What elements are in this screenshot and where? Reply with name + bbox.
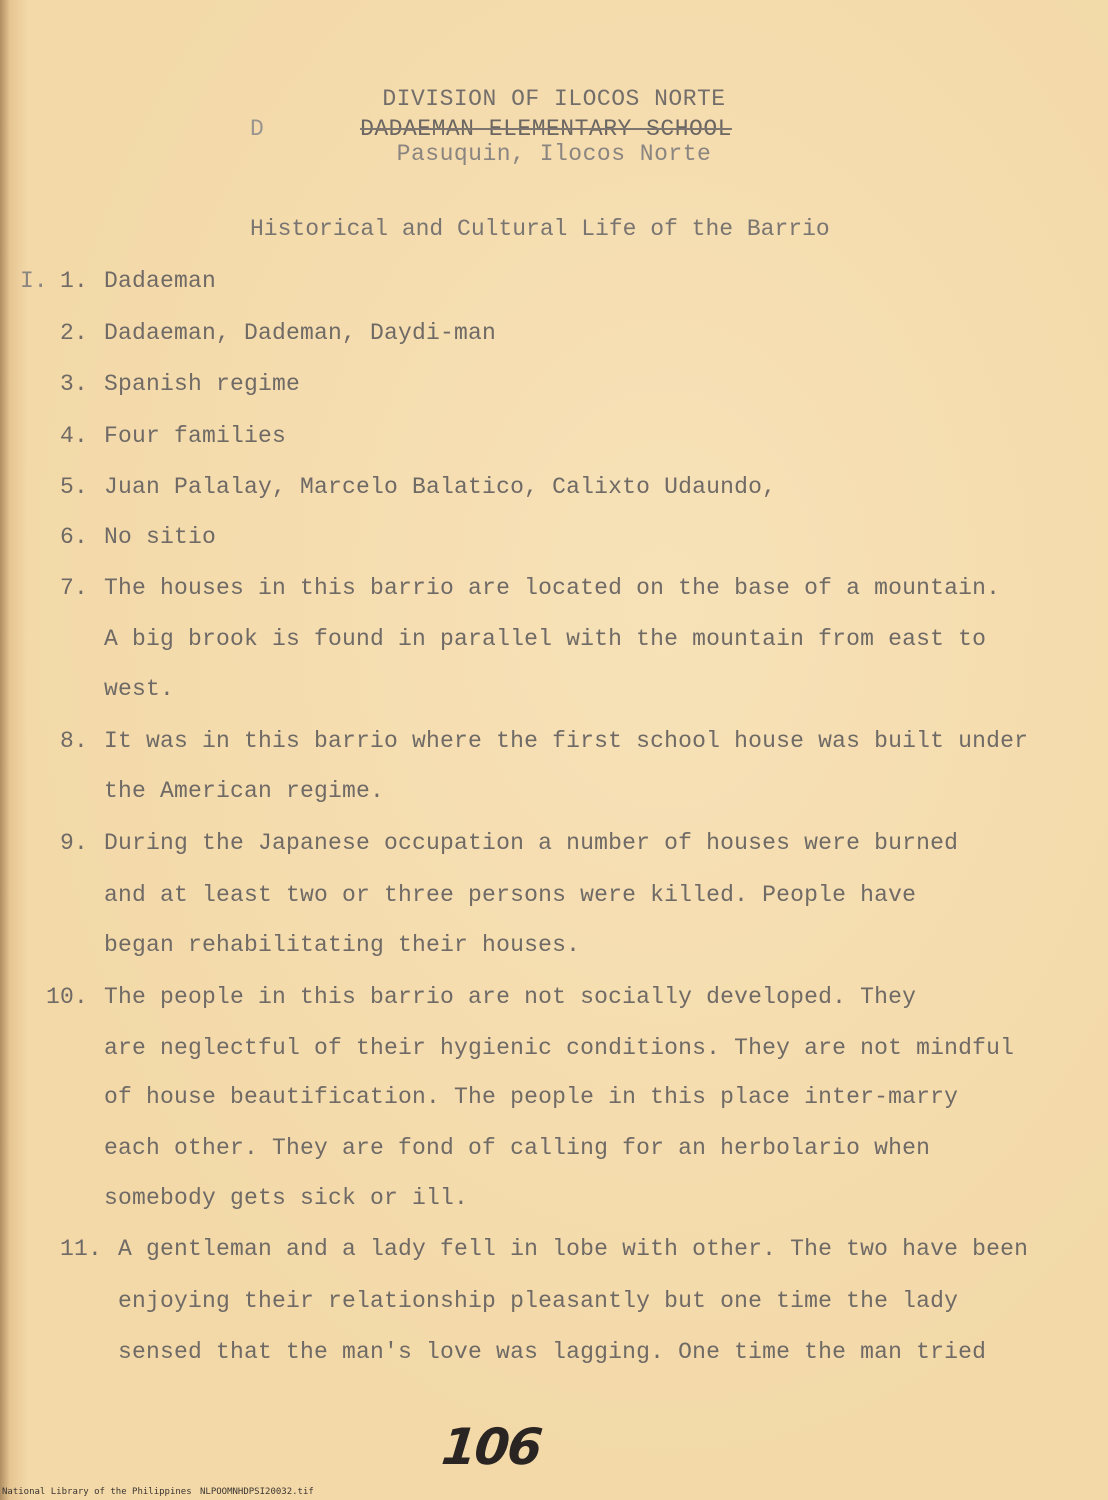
- division-heading: DIVISION OF ILOCOS NORTE: [382, 86, 726, 112]
- item-11-number: 11.: [60, 1236, 103, 1262]
- item-3-number: 3.: [60, 371, 89, 397]
- item-10-line-4: each other. They are fond of calling for an herbolario when: [104, 1135, 931, 1161]
- footer-library-credit: National Library of the Philippines: [2, 1487, 192, 1497]
- item-8-number: 8.: [60, 728, 89, 754]
- item-5-line-1: Juan Palalay, Marcelo Balatico, Calixto Udaundo,: [104, 474, 777, 500]
- item-9-line-1: During the Japanese occupation a number of houses were burned: [104, 830, 959, 856]
- item-10-line-1: The people in this barrio are not socially developed. They: [104, 984, 917, 1010]
- item-10-line-2: are neglectful of their hygienic conditions. They are not mindful: [104, 1035, 1015, 1061]
- school-heading: [0, 116, 1100, 142]
- item-8-line-2: the American regime.: [104, 778, 385, 804]
- item-6-line-1: No sitio: [104, 524, 217, 550]
- item-10-line-5: somebody gets sick or ill.: [104, 1185, 469, 1211]
- item-1-number: 1.: [60, 268, 89, 294]
- item-11-line-1: A gentleman and a lady fell in lobe with other. The two have been: [118, 1236, 1029, 1262]
- item-2-line-1: Dadaeman, Dademan, Daydi-man: [104, 320, 497, 346]
- document-title: Historical and Cultural Life of the Barrio: [250, 216, 830, 242]
- item-9-number: 9.: [60, 830, 89, 856]
- handwritten-page-number: 106: [438, 1418, 544, 1476]
- item-8-line-1: It was in this barrio where the first school house was built under: [104, 728, 1029, 754]
- school-heading-text: DADAEMAN ELEMENTARY SCHOOL: [360, 116, 732, 142]
- location-heading: Pasuquin, Ilocos Norte: [396, 141, 712, 167]
- item-11-line-3: sensed that the man's love was lagging. One time the man tried: [118, 1339, 987, 1365]
- item-10-line-3: of house beautification. The people in this place inter-marry: [104, 1084, 959, 1110]
- item-2-number: 2.: [60, 320, 89, 346]
- item-6-number: 6.: [60, 524, 89, 550]
- item-7-line-2: A big brook is found in parallel with the mountain from east to: [104, 626, 987, 652]
- item-3-line-1: Spanish regime: [104, 371, 301, 397]
- item-7-line-3: west.: [104, 676, 175, 702]
- school-heading-lead: D: [250, 116, 265, 142]
- item-10-number: 10.: [46, 984, 89, 1010]
- item-1-line-1: Dadaeman: [104, 268, 217, 294]
- item-7-number: 7.: [60, 575, 89, 601]
- footer-filename: NLPOOMNHDPSI20032.tif: [200, 1487, 314, 1497]
- item-9-line-3: began rehabilitating their houses.: [104, 932, 581, 958]
- item-9-line-2: and at least two or three persons were killed. People have: [104, 882, 917, 908]
- item-11-line-2: enjoying their relationship pleasantly but one time the lady: [118, 1288, 959, 1314]
- item-4-number: 4.: [60, 423, 89, 449]
- item-5-number: 5.: [60, 474, 89, 500]
- item-7-line-1: The houses in this barrio are located on the base of a mountain.: [104, 575, 1001, 601]
- section-roman-numeral: I.: [20, 268, 48, 294]
- item-4-line-1: Four families: [104, 423, 287, 449]
